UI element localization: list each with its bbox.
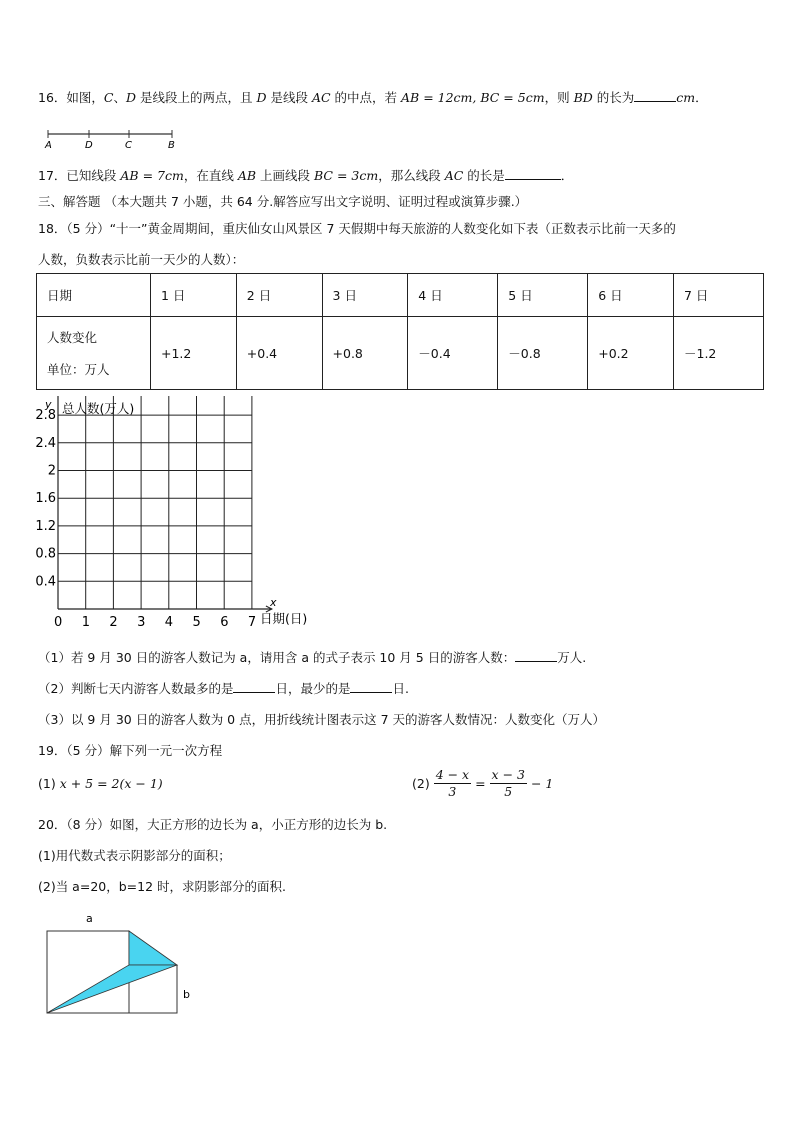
label-a: a [86, 912, 93, 925]
q17-part: 的长是 [463, 168, 505, 183]
q18-line2: 人数，负数表示比前一天少的人数）： [38, 252, 245, 267]
chart-gridlines [58, 396, 252, 609]
var-ac: AC [444, 168, 464, 183]
table-header-cell: 6 日 [588, 274, 674, 317]
table-header-cell: 日期 [37, 274, 151, 317]
answer-blank[interactable] [515, 649, 557, 662]
label-b: b [183, 988, 190, 1001]
label-d: D [85, 140, 93, 150]
chart-axes [55, 396, 272, 612]
segment-figure [40, 126, 180, 150]
q18-sub1 [38, 648, 586, 666]
row-label-change: 人数变化 [47, 330, 98, 345]
label-b: B [168, 140, 175, 150]
y-tick-label: 0.4 [35, 574, 56, 590]
answer-blank[interactable] [350, 680, 392, 693]
table-header-cell: 1 日 [151, 274, 237, 317]
y-axis-label: 总人数(万人) [62, 401, 135, 416]
q18-line1: 18．（5 分）“十一”黄金周期间，重庆仙女山风景区 7 天假期中每天旅游的人数变化如下表（正数表示比前一天多的 [38, 221, 676, 236]
q16-part: 的中点，若 [330, 90, 402, 105]
equals-sign: = [471, 776, 490, 791]
q16-part: 16．如图， [38, 90, 104, 105]
table-row-label [37, 317, 151, 390]
q17-part: 上画线段 [256, 168, 314, 183]
table-cell: +0.4 [236, 317, 322, 390]
y-tick-label: 2.4 [35, 435, 56, 451]
var-bd: BD [573, 90, 593, 105]
line-chart-grid [28, 396, 308, 632]
q17-eq1: AB = 7cm [120, 168, 184, 183]
frac-numerator: x − 3 [491, 767, 525, 782]
answer-blank[interactable] [634, 89, 676, 102]
q16-sep: 、 [113, 90, 126, 105]
q16-end: ． [695, 90, 708, 105]
eq-label: (1) [38, 776, 60, 791]
q16-part: 的长为 [592, 90, 635, 105]
unit-cm: cm [676, 90, 696, 105]
q17-end: ． [560, 168, 574, 183]
x-tick-label: 7 [247, 615, 257, 630]
shaded-triangle-lower [47, 965, 177, 1013]
y-tick-label: 1.6 [35, 491, 56, 507]
y-tick-label: 0.8 [35, 546, 56, 562]
table-cell: －0.8 [498, 317, 588, 390]
table-header-cell: 7 日 [674, 274, 764, 317]
fraction-left [434, 767, 471, 800]
table-cell: +0.2 [588, 317, 674, 390]
table-cell: －0.4 [408, 317, 498, 390]
var-ab: AB [237, 168, 257, 183]
y-tick-label: 2.8 [35, 408, 56, 424]
q20-title: 20．（8 分）如图，大正方形的边长为 a，小正方形的边长为 b. [38, 817, 388, 832]
table-cell: +0.8 [322, 317, 408, 390]
q18-sub1-text: （1）若 9 月 30 日的游客人数记为 a，请用含 a 的式子表示 10 月 5 日的游客人数： [38, 650, 516, 665]
q16-text [38, 88, 708, 106]
x-tick-label: 2 [109, 615, 118, 630]
answer-blank[interactable] [233, 680, 275, 693]
frac-numerator: 4 − x [435, 767, 470, 782]
frac-denominator: 5 [504, 784, 513, 799]
var-ac: AC [311, 90, 331, 105]
y-axis-letter: y [45, 398, 52, 411]
q18-sub2-text: （2）判断七天内游客人数最多的是 [38, 681, 234, 696]
var-d: D [256, 90, 267, 105]
table-header-cell: 2 日 [236, 274, 322, 317]
var-d: D [126, 90, 137, 105]
eq-label: (2) [412, 776, 434, 791]
x-tick-label: 4 [164, 615, 174, 630]
shaded-triangle-upper [129, 931, 177, 965]
q18-sub2-text: 日，最少的是 [275, 681, 351, 696]
x-tick-label: 3 [137, 615, 146, 630]
squares-figure [40, 910, 200, 1020]
x-axis-letter: x [270, 596, 277, 609]
q16-part: ，则 [544, 90, 574, 105]
section-heading: 三、解答题 （本大题共 7 小题，共 64 分.解答应写出文字说明、证明过程或演算步骤.） [38, 194, 528, 209]
minus-one: − 1 [526, 776, 554, 791]
table-row [37, 274, 764, 317]
table-cell: +1.2 [151, 317, 237, 390]
x-tick-label: 1 [81, 615, 90, 630]
table-row [37, 317, 764, 390]
label-c: C [125, 140, 132, 150]
q19-eq1 [38, 776, 163, 791]
q17-eq2: BC = 3cm [314, 168, 379, 183]
equation-1: x + 5 = 2(x − 1) [59, 776, 163, 791]
q17-part: ，那么线段 [378, 168, 445, 183]
x-tick-label: 5 [192, 615, 201, 630]
frac-denominator: 3 [448, 784, 457, 799]
table-cell: －1.2 [674, 317, 764, 390]
q18-sub2-text: 日. [392, 681, 409, 696]
x-tick-label: 0 [54, 615, 63, 630]
chart-tick-labels [35, 408, 256, 630]
q19-eq2 [412, 767, 553, 800]
y-tick-label: 1.2 [35, 518, 56, 534]
q17-text [38, 166, 573, 184]
x-axis-label: 日期(日) [260, 611, 308, 626]
y-tick-label: 2 [47, 463, 56, 479]
q16-equation: AB = 12cm, BC = 5cm [401, 90, 545, 105]
answer-blank[interactable] [505, 167, 561, 180]
q18-sub1-unit: 万人. [557, 650, 587, 665]
label-a: A [45, 140, 52, 150]
table-header-cell: 4 日 [408, 274, 498, 317]
q19-title: 19．（5 分）解下列一元一次方程 [38, 743, 223, 758]
q18-sub3: （3）以 9 月 30 日的游客人数为 0 点，用折线统计图表示这 7 天的游客人数情况：人数变化（万人） [38, 712, 606, 727]
q17-part: 17．已知线段 [38, 168, 121, 183]
table-header-cell: 5 日 [498, 274, 588, 317]
q18-sub2 [38, 679, 409, 697]
fraction-right [490, 767, 527, 800]
q20-sub1: (1)用代数式表示阴影部分的面积； [38, 848, 231, 863]
table-header-cell: 3 日 [322, 274, 408, 317]
var-c: C [103, 90, 114, 105]
q20-sub2: (2)当 a=20，b=12 时，求阴影部分的面积. [38, 879, 286, 894]
visitor-change-table [36, 273, 764, 390]
x-tick-label: 6 [220, 615, 229, 630]
q16-part: 是线段上的两点，且 [136, 90, 257, 105]
q16-part: 是线段 [266, 90, 312, 105]
row-label-unit: 单位：万人 [47, 362, 110, 377]
q17-part: ，在直线 [183, 168, 238, 183]
